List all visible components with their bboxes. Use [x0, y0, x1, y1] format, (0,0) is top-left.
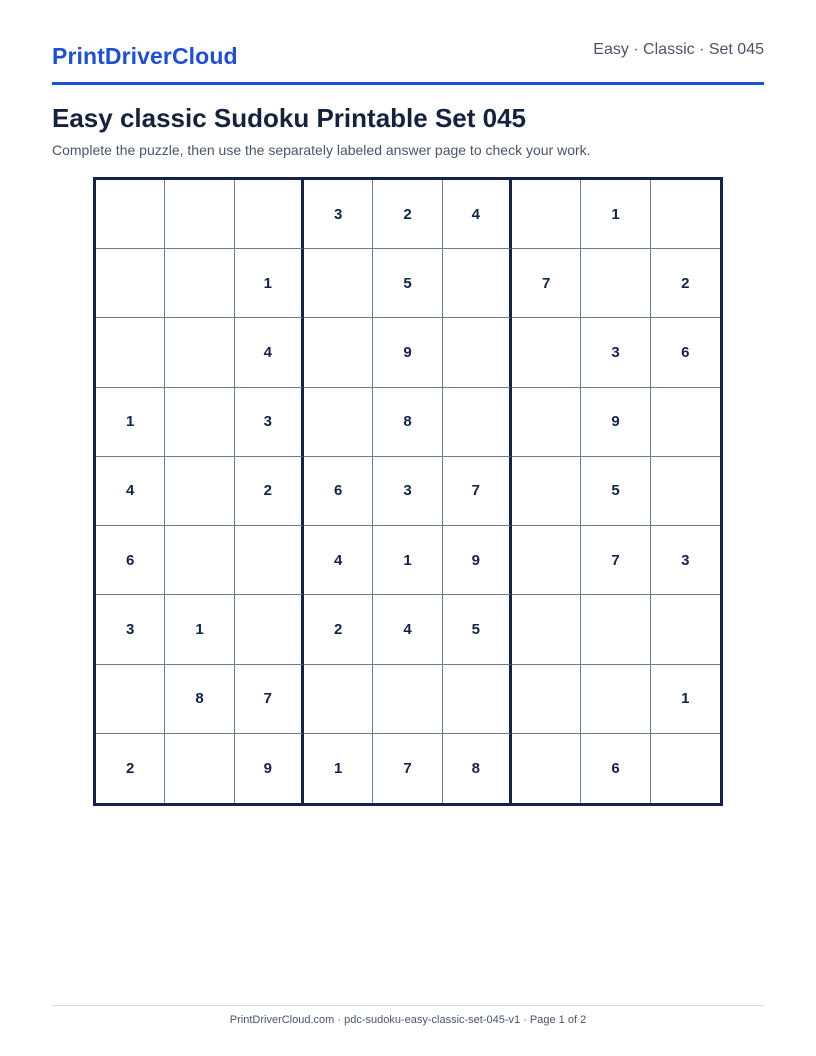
- sudoku-cell[interactable]: [512, 457, 581, 526]
- sudoku-cell[interactable]: 8: [443, 734, 512, 803]
- sudoku-cell[interactable]: 1: [373, 526, 442, 595]
- sudoku-cell[interactable]: 5: [373, 249, 442, 318]
- page-footer: PrintDriverCloud.com · pdc-sudoku-easy-classic-set-045-v1 · Page 1 of 2: [229, 1014, 587, 1026]
- sudoku-cell[interactable]: 7: [235, 665, 304, 734]
- sudoku-cell[interactable]: [512, 665, 581, 734]
- sudoku-cell[interactable]: [165, 734, 234, 803]
- sudoku-cell[interactable]: [512, 388, 581, 457]
- sudoku-cell[interactable]: [581, 595, 650, 664]
- sudoku-cell[interactable]: [304, 665, 373, 734]
- sudoku-cell[interactable]: [304, 318, 373, 387]
- sudoku-cell[interactable]: 8: [373, 388, 442, 457]
- sudoku-cell[interactable]: [651, 457, 720, 526]
- sudoku-cell[interactable]: 7: [443, 457, 512, 526]
- sudoku-cell[interactable]: [96, 665, 165, 734]
- sudoku-cell[interactable]: 7: [512, 249, 581, 318]
- sudoku-cell[interactable]: [443, 388, 512, 457]
- page-subtitle: Complete the puzzle, then use the separately labeled answer page to check your work.: [52, 142, 591, 158]
- sudoku-cell[interactable]: [165, 388, 234, 457]
- sudoku-cell[interactable]: [651, 180, 720, 249]
- sudoku-cell[interactable]: [96, 249, 165, 318]
- sudoku-cell[interactable]: [443, 665, 512, 734]
- sudoku-cell[interactable]: 4: [304, 526, 373, 595]
- sudoku-cell[interactable]: 3: [373, 457, 442, 526]
- sudoku-cell[interactable]: 4: [235, 318, 304, 387]
- sudoku-cell[interactable]: [235, 180, 304, 249]
- sudoku-cell[interactable]: [96, 180, 165, 249]
- sudoku-cell[interactable]: 2: [96, 734, 165, 803]
- sudoku-cell[interactable]: [235, 595, 304, 664]
- sudoku-cell[interactable]: 1: [165, 595, 234, 664]
- sudoku-cell[interactable]: 6: [651, 318, 720, 387]
- sudoku-cell[interactable]: 9: [373, 318, 442, 387]
- sudoku-cell[interactable]: 1: [651, 665, 720, 734]
- sudoku-cell[interactable]: [96, 318, 165, 387]
- sudoku-cell[interactable]: 2: [235, 457, 304, 526]
- sudoku-cell[interactable]: 3: [235, 388, 304, 457]
- sudoku-cell[interactable]: 1: [581, 180, 650, 249]
- sudoku-cell[interactable]: [512, 595, 581, 664]
- sudoku-cell[interactable]: 7: [581, 526, 650, 595]
- sudoku-cell[interactable]: 2: [304, 595, 373, 664]
- sudoku-cell[interactable]: [373, 665, 442, 734]
- sudoku-cell[interactable]: [165, 318, 234, 387]
- sudoku-cell[interactable]: [165, 457, 234, 526]
- sudoku-cell[interactable]: 4: [96, 457, 165, 526]
- sudoku-cell[interactable]: 7: [373, 734, 442, 803]
- sudoku-grid: [93, 177, 723, 806]
- sudoku-cell[interactable]: [512, 318, 581, 387]
- sudoku-cell[interactable]: 6: [304, 457, 373, 526]
- sudoku-cell[interactable]: 9: [235, 734, 304, 803]
- sudoku-cell[interactable]: [581, 665, 650, 734]
- sudoku-cell[interactable]: 3: [651, 526, 720, 595]
- sudoku-cell[interactable]: [651, 388, 720, 457]
- sudoku-cell[interactable]: [512, 526, 581, 595]
- puzzle-meta: Easy · Classic · Set 045: [593, 41, 764, 58]
- sudoku-cell[interactable]: 1: [235, 249, 304, 318]
- sudoku-cell[interactable]: 1: [304, 734, 373, 803]
- sudoku-cell[interactable]: [235, 526, 304, 595]
- sudoku-cell[interactable]: [443, 318, 512, 387]
- sudoku-cell[interactable]: 5: [581, 457, 650, 526]
- sudoku-cell[interactable]: [304, 249, 373, 318]
- sudoku-cell[interactable]: 3: [96, 595, 165, 664]
- sudoku-cell[interactable]: 6: [581, 734, 650, 803]
- sudoku-cell[interactable]: [651, 595, 720, 664]
- sudoku-cell[interactable]: [512, 734, 581, 803]
- sudoku-cell[interactable]: 9: [581, 388, 650, 457]
- sudoku-cell[interactable]: 3: [304, 180, 373, 249]
- sudoku-cell[interactable]: 9: [443, 526, 512, 595]
- sudoku-cell[interactable]: 1: [96, 388, 165, 457]
- sudoku-cell[interactable]: 4: [373, 595, 442, 664]
- sudoku-cell[interactable]: 5: [443, 595, 512, 664]
- page-title: Easy classic Sudoku Printable Set 045: [52, 103, 527, 133]
- sudoku-cell[interactable]: 3: [581, 318, 650, 387]
- sudoku-cell[interactable]: [443, 249, 512, 318]
- sudoku-cell[interactable]: [304, 388, 373, 457]
- sudoku-cell[interactable]: 8: [165, 665, 234, 734]
- sudoku-cell[interactable]: [651, 734, 720, 803]
- sudoku-cell[interactable]: 2: [373, 180, 442, 249]
- sudoku-cell[interactable]: [581, 249, 650, 318]
- footer-divider: [52, 1005, 764, 1006]
- sudoku-cell[interactable]: [165, 180, 234, 249]
- header-divider: [52, 82, 764, 85]
- sudoku-cell[interactable]: 2: [651, 249, 720, 318]
- sudoku-cell[interactable]: 4: [443, 180, 512, 249]
- sudoku-cell[interactable]: [165, 526, 234, 595]
- sudoku-cell[interactable]: 6: [96, 526, 165, 595]
- sudoku-cell[interactable]: [165, 249, 234, 318]
- brand-logo: PrintDriverCloud: [52, 43, 238, 69]
- sudoku-cell[interactable]: [512, 180, 581, 249]
